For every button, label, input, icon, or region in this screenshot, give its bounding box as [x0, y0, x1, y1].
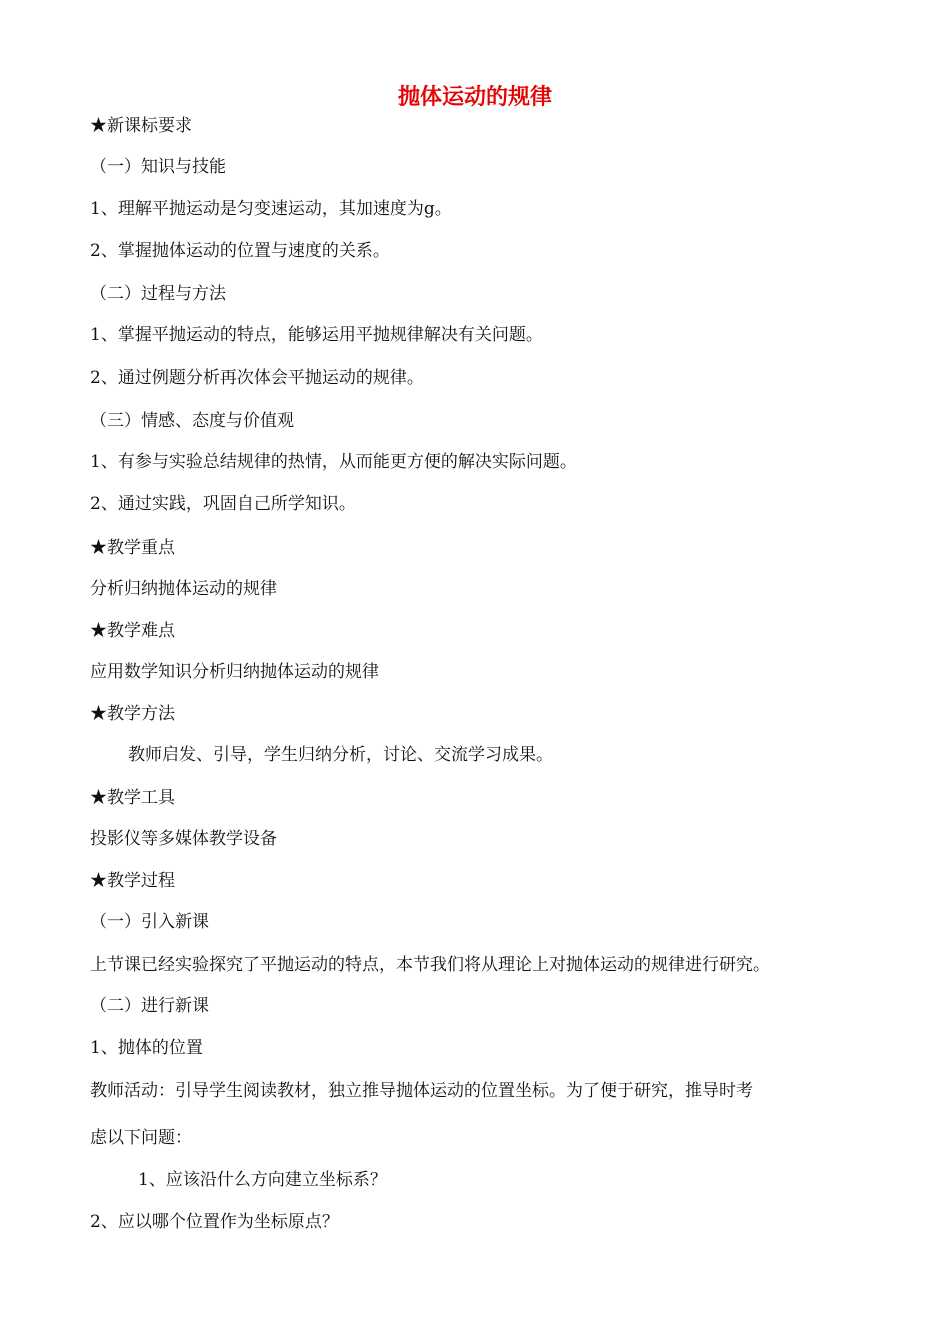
document-title: 抛体运动的规律 [397, 85, 552, 110]
heading-teaching-methods: ★教学方法 [90, 704, 175, 724]
subheading-introduction: （一）引入新课 [90, 912, 209, 932]
paragraph-line: 教师启发、引导，学生归纳分析，讨论、交流学习成果。 [128, 745, 553, 765]
subheading-knowledge-skills: （一）知识与技能 [90, 157, 226, 177]
paragraph-line: 应用数学知识分析归纳抛体运动的规律 [90, 662, 379, 682]
paragraph-line: 2、掌握抛体运动的位置与速度的关系。 [90, 241, 390, 261]
paragraph-line: 分析归纳抛体运动的规律 [90, 579, 277, 599]
subheading-new-lesson: （二）进行新课 [90, 996, 209, 1016]
paragraph-line: 教师活动：引导学生阅读教材，独立推导抛体运动的位置坐标。为了便于研究，推导时考 [90, 1081, 753, 1101]
heading-teaching-process: ★教学过程 [90, 871, 175, 891]
paragraph-line: 虑以下问题： [90, 1128, 192, 1148]
subheading-process-methods: （二）过程与方法 [90, 284, 226, 304]
paragraph-line: 投影仪等多媒体教学设备 [90, 829, 277, 849]
heading-teaching-difficulty: ★教学难点 [90, 621, 175, 641]
subheading-projectile-position: 1、抛体的位置 [90, 1038, 203, 1058]
paragraph-line: 上节课已经实验探究了平抛运动的特点，本节我们将从理论上对抛体运动的规律进行研究。 [90, 955, 770, 975]
paragraph-line: 1、掌握平抛运动的特点，能够运用平抛规律解决有关问题。 [90, 325, 543, 345]
subheading-emotion-values: （三）情感、态度与价值观 [90, 411, 294, 431]
paragraph-line: 2、通过实践，巩固自己所学知识。 [90, 494, 356, 514]
question-line: 2、应以哪个位置作为坐标原点？ [90, 1212, 339, 1232]
paragraph-line: 2、通过例题分析再次体会平抛运动的规律。 [90, 368, 424, 388]
heading-curriculum-requirements: ★新课标要求 [90, 116, 192, 136]
paragraph-line: 1、理解平抛运动是匀变速运动，其加速度为g。 [90, 199, 452, 219]
question-line: 1、应该沿什么方向建立坐标系？ [138, 1170, 387, 1190]
paragraph-line: 1、有参与实验总结规律的热情，从而能更方便的解决实际问题。 [90, 452, 577, 472]
heading-teaching-tools: ★教学工具 [90, 788, 175, 808]
heading-teaching-focus: ★教学重点 [90, 538, 175, 558]
